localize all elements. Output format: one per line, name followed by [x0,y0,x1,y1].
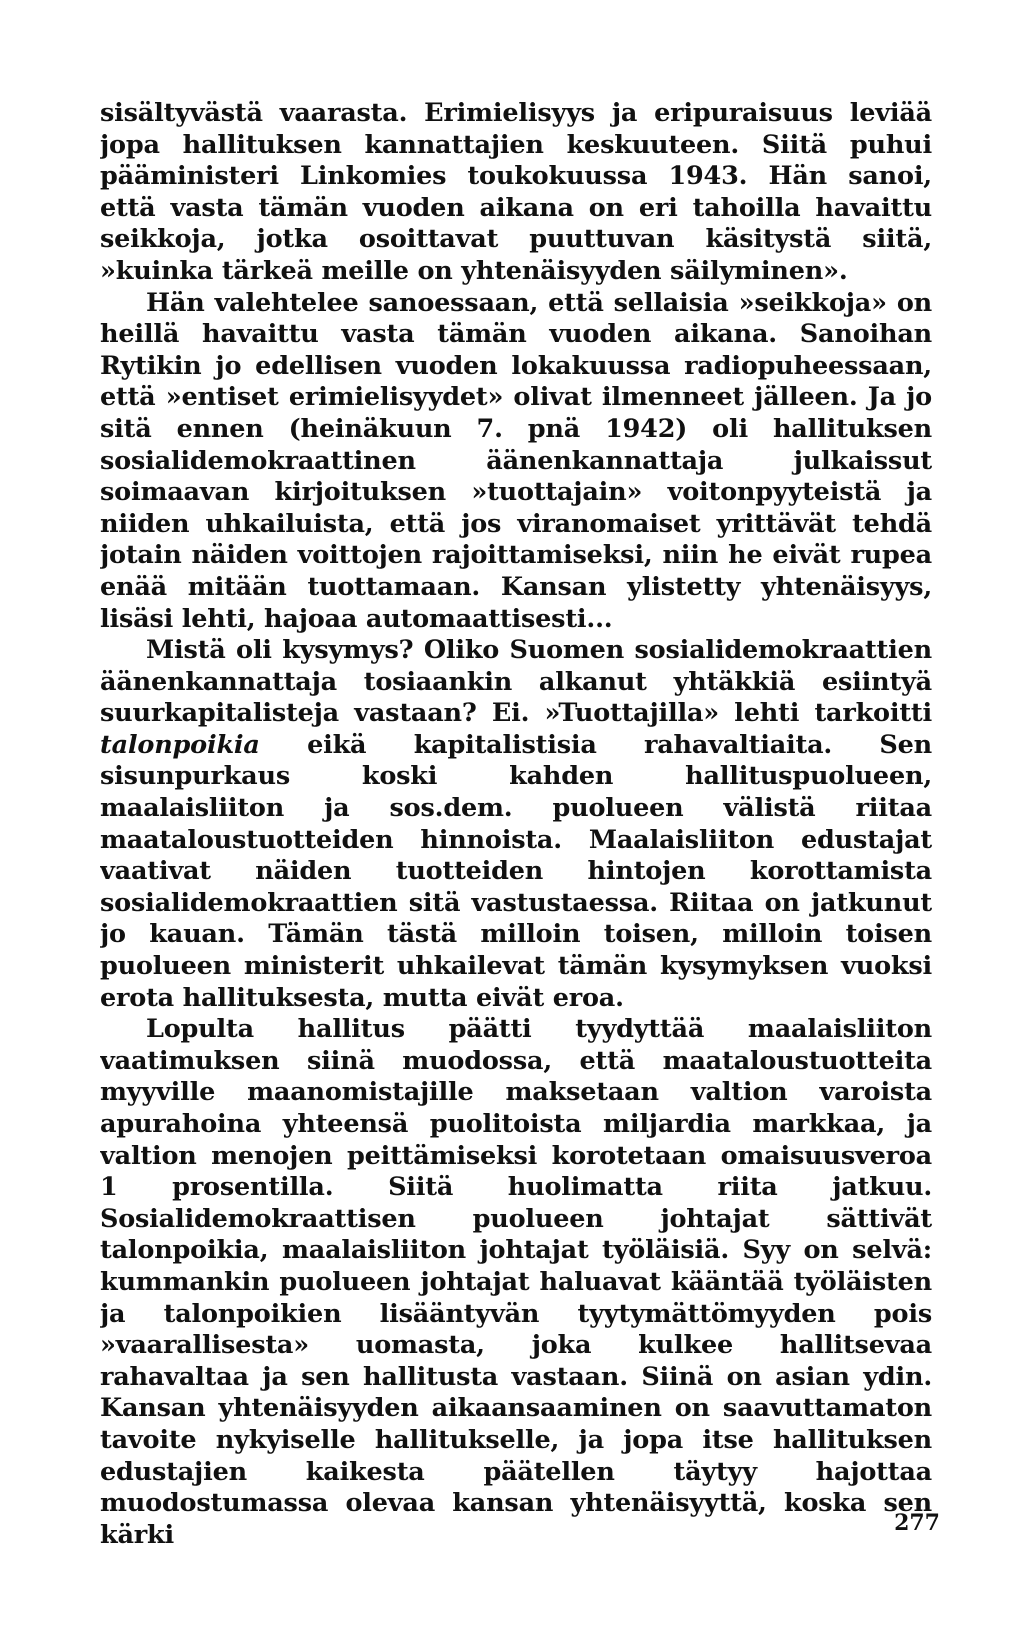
text-run: Mistä oli kysymys? Oliko Suomen sosialidemokraattien äänenkannattaja tosiaankin alkanut yhtäkkiä esiintyä suurkapitalisteja vastaan? Ei. »Tuottajilla» lehti tarkoitti [100,635,932,729]
paragraph-3 [100,635,932,1014]
page-number: 277 [894,1510,940,1536]
text-run: Hän valehtelee sanoessaan, että sellaisia »seikkoja» on heillä havaittu vasta tämän vuoden aikana. Sanoihan Rytikin jo edellisen vuoden lokakuussa radiopuheessaan, että »entiset erimielisyydet» olivat ilmenneet jälleen. Ja jo sitä ennen (heinäkuun 7. pnä 1942) oli hallituksen sosialidemokraattinen äänenkannattaja julkaissut soimaavan kirjoituksen »tuottajain» voitonpyyteistä ja niiden uhkailuista, että jos viranomaiset yrittävät tehdä jotain näiden voittojen rajoittamiseksi, niin he eivät rupea enää mitään tuottamaan. Kansan ylistetty yhtenäisyys, lisäsi lehti, hajoaa automaattisesti... [100,287,932,634]
paragraph-4 [100,1014,932,1551]
paragraph-2 [100,288,932,636]
page-body [100,98,932,1558]
text-run: sisältyvästä vaarasta. Erimielisyys ja eripuraisuus leviää jopa hallituksen kannattajien keskuuteen. Siitä puhui pääministeri Linkomies toukokuussa 1943. Hän sanoi, että vasta tämän vuoden aikana on eri tahoilla havaittu seikkoja, jotka osoittavat puuttuvan käsitystä siitä, »kuinka tärkeä meille on yhtenäisyyden säilyminen». [100,98,932,286]
text-run: Lopulta hallitus päätti tyydyttää maalaisliiton vaatimuksen siinä muodossa, että maataloustuotteita myyville maanomistajille maksetaan valtion varoista apurahoina yhteensä puolitoista miljardia markkaa, ja valtion menojen peittämiseksi korotetaan omaisuusveroa 1 prosentilla. Siitä huolimatta riita jatkuu. Sosialidemokraattisen puolueen johtajat sättivät talonpoikia, maalaisliiton johtajat työläisiä. Syy on selvä: kummankin puolueen johtajat haluavat kääntää työläisten ja talonpoikien lisääntyvän tyytymättömyyden pois »vaarallisesta» uomasta, joka kulkee hallitsevaa rahavaltaa ja sen hallitusta vastaan. Siinä on asian ydin. Kansan yhtenäisyyden aikaansaaminen on saavuttamaton tavoite nykyiselle hallitukselle, ja jopa itse hallituksen edustajien kaikesta päätellen täytyy hajottaa muodostumassa olevaa kansan yhtenäisyyttä, koska sen kärki [100,1014,932,1550]
italic-text-run: talonpoikia [100,729,260,760]
paragraph-1 [100,98,932,288]
text-run: eikä kapitalistisia rahavaltiaita. Sen sisunpurkaus koski kahden hallituspuolueen, maalaisliiton ja sos.dem. puolueen välistä riitaa maataloustuotteiden hinnoista. Maalaisliiton edustajat vaativat näiden tuotteiden hintojen korottamista sosialidemokraattien sitä vastustaessa. Riitaa on jatkunut jo kauan. Tämän tästä milloin toisen, milloin toisen puolueen ministerit uhkailevat tämän kysymyksen vuoksi erota hallituksesta, mutta eivät eroa. [100,729,932,1013]
